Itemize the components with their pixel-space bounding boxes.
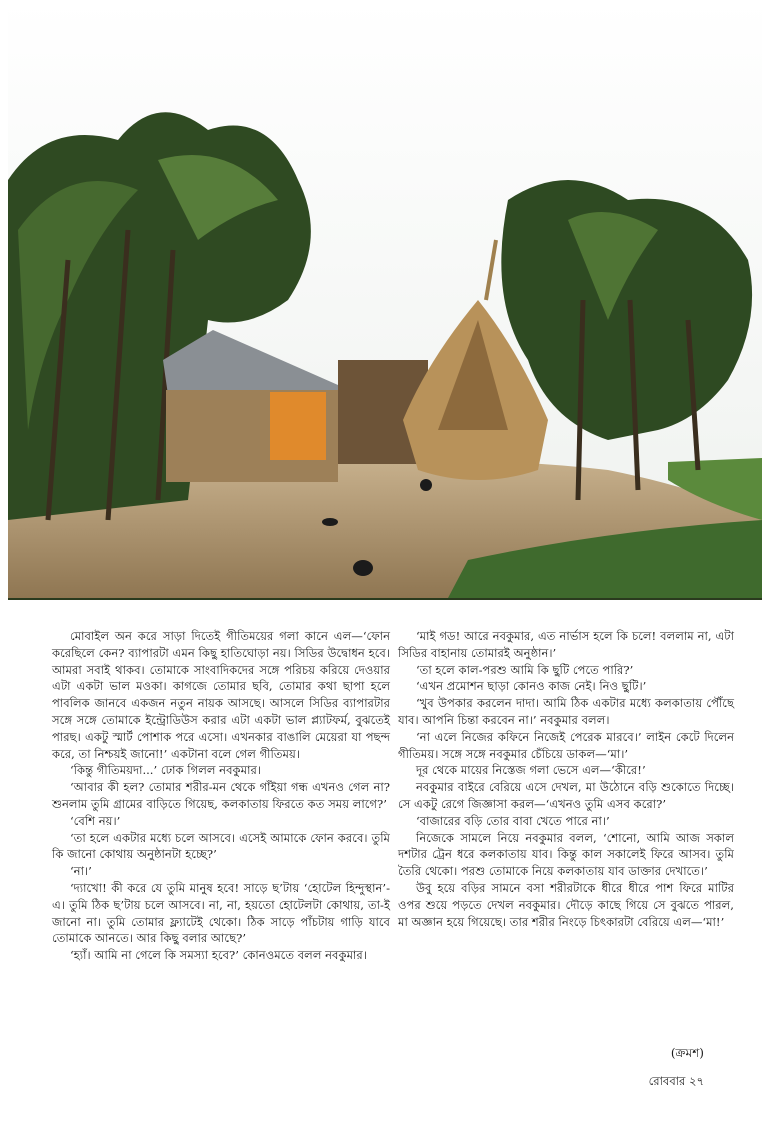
paragraph: ‘বেশি নয়।’ bbox=[70, 813, 121, 828]
paragraph: ‘তা হলে একটার মধ্যে চলে আসবে। এসেই আমাকে ফোন করবে। তুমি কি জানো কোথায় অনুষ্ঠানটা হচ্ছে?’ bbox=[52, 830, 390, 862]
paragraph: মোবাইল অন করে সাড়া দিতেই গীতিময়ের গলা কানে এল—‘ফোন করেছিলে কেন? ব্যাপারটা এমন কিছু হাতিঘোড়া নয়। সিডির উদ্বোধন হবে। আমরা সবাই থাকব। তোমাকে সাংবাদিকদের সঙ্গে পরিচয় করিয়ে দেওয়ার এটা একটা ভাল মওকা। কাগজে তোমার ছবি, তোমার কথা ছাপা হলে পাবলিক জানবে একজন নতুন নায়ক আসছে। আসলে সিডির ব্যাপারটার সঙ্গে সঙ্গে তোমাকে ইন্ট্রোডিউস করার এটা একটা ভাল প্ল্যাটফর্ম, বুঝতেই পারছ। একটু স্মার্ট পোশাক পরে এসো। এখনকার বাঙালি মেয়েরা যা পছন্দ করে, তা নিশ্চয়ই জানো!’ একটানা বলে গেল গীতিময়। bbox=[52, 629, 390, 761]
paragraph: ‘মাই গড! আরে নবকুমার, এত নার্ভাস হলে কি চলে! বললাম না, এটা সিডির বাহানায় তোমারই অনুষ্ঠান।’ bbox=[398, 629, 734, 660]
paragraph: ‘হ্যাঁ। আমি না গেলে কি সমস্যা হবে?’ কোনওমতে বলল নবকুমার। bbox=[70, 948, 367, 963]
paragraph: ‘দ্যাখো! কী করে যে তুমি মানুষ হবে! সাড়ে ছ’টায় ‘হোটেল হিন্দুস্থান’-এ। তুমি ঠিক ছ’টায় চলে আসবে। না, না, হয়তো হোটেলটা কোথায়, তা-ই জানো না। তুমি তোমার ফ্ল্যাটেই থেকো। ঠিক সাড়ে পাঁচটায় গাড়ি যাবে তোমাকে আনতে। আর কিছু বলার আছে?’ bbox=[52, 880, 390, 946]
page-number: রোববার ২৭ bbox=[648, 1074, 704, 1088]
paragraph: ‘না।’ bbox=[70, 864, 92, 879]
paragraph: ‘এখন প্রমোশন ছাড়া কোনও কাজ নেই। নিও ছুটি।’ bbox=[416, 679, 647, 694]
article-left-column bbox=[52, 628, 390, 964]
paragraph: ‘বাজারের বড়ি তোর বাবা খেতে পারে না।’ bbox=[416, 813, 610, 828]
paragraph: উবু হয়ে বড়ির সামনে বসা শরীরটাকে ধীরে ধীরে পাশ ফিরে মাটির ওপর শুয়ে পড়তে দেখল নবকুমার। দৌড়ে কাছে গিয়ে সে বুঝতে পারল, মা অজ্ঞান হয়ে গিয়েছে। তার শরীর নিংড়ে চিৎকারটা বেরিয়ে এল—‘মা!’ bbox=[398, 880, 734, 929]
paragraph: ‘খুব উপকার করলেন দাদা। আমি ঠিক একটার মধ্যে কলকাতায় পৌঁছে যাব। আপনি চিন্তা করবেন না।’ নবকুমার বলল। bbox=[398, 696, 734, 727]
photo-divider bbox=[8, 598, 762, 600]
paragraph: নিজেকে সামলে নিয়ে নবকুমার বলল, ‘শোনো, আমি আজ সকাল দশটার ট্রেন ধরে কলকাতায় যাব। কিন্তু কাল সকালেই ফিরে আসব। তুমি তৈরি থেকো। পরশু তোমাকে নিয়ে কলকাতায় যাব ডাক্তার দেখাতে।’ bbox=[398, 830, 734, 879]
paragraph: ‘তা হলে কাল-পরশু আমি কি ছুটি পেতে পারি?’ bbox=[416, 662, 634, 677]
continued-marker: (ক্রমশ) bbox=[670, 1046, 704, 1060]
paragraph: দূর থেকে মায়ের নিস্তেজ গলা ভেসে এল—‘কীরে!’ bbox=[416, 763, 646, 778]
article-right-column bbox=[398, 628, 734, 930]
paragraph: ‘আবার কী হল? তোমার শরীর-মন থেকে গাঁইয়া গন্ধ এখনও গেল না? শুনলাম তুমি গ্রামের বাড়িতে গিয়েছ, কলকাতায় ফিরতে কত সময় লাগে?’ bbox=[52, 780, 390, 811]
paragraph: ‘না এলে নিজের কফিনে নিজেই পেরেক মারবে।’ লাইন কেটে দিলেন গীতিময়। সঙ্গে সঙ্গে নবকুমার চেঁচিয়ে ডাকল—‘মা।’ bbox=[398, 729, 734, 761]
paragraph: ‘কিন্তু গীতিময়দা...’ ঢোক গিলল নবকুমার। bbox=[70, 763, 261, 778]
village-photo bbox=[8, 0, 762, 598]
paragraph: নবকুমার বাইরে বেরিয়ে এসে দেখল, মা উঠোনে বড়ি শুকোতে দিচ্ছে। সে একটু রেগে জিজ্ঞাসা করল—‘এখনও তুমি এসব করো?’ bbox=[398, 780, 734, 811]
